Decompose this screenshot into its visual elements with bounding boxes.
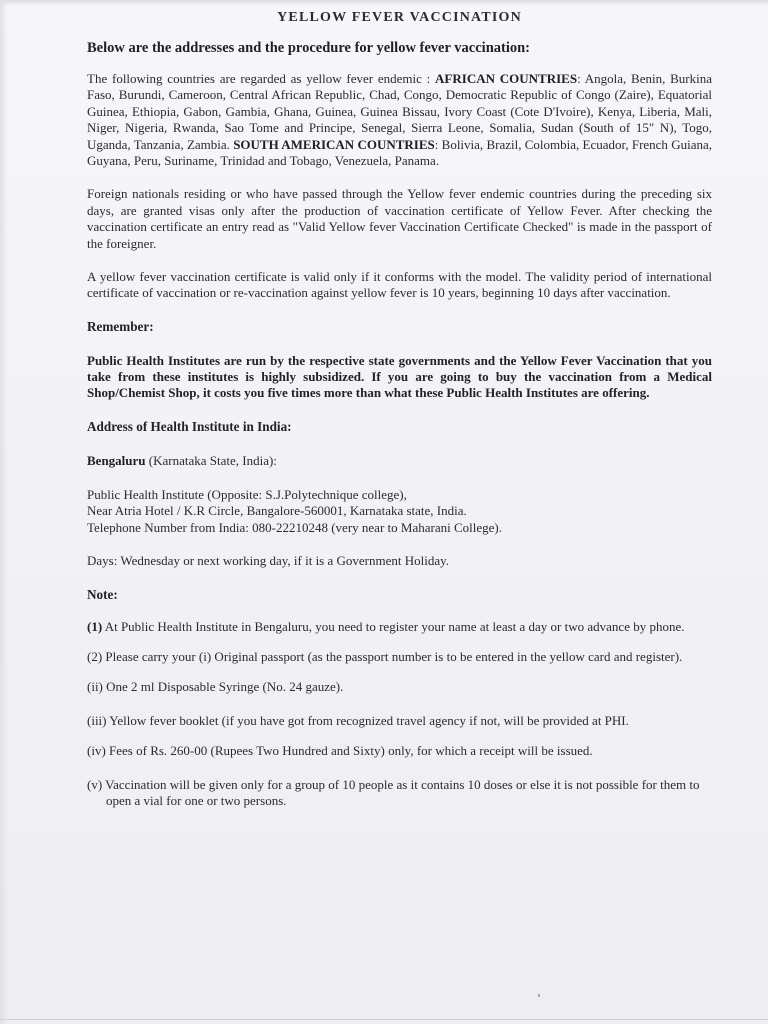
note-item [87, 619, 712, 635]
institute-address [87, 487, 712, 536]
african-countries-list: : Angola, Benin, Burkina Faso, Burundi, Cameroon, Central African Republic, Chad, Congo, Democratic Republic of Congo (Zaire), Equatorial Guinea, Ethiopia, Gabon, Gambia, Ghana, Guinea, Guinea Bissau, Ivory Coast (Cote D'Ivoire), Kenya, Liberia, Mali, Niger, Nigeria, Rwanda, Sao Tome and Principe, Senegal, Sierra Leone, Somalia, Sudan (South of 15" N), Togo, Uganda, Tanzania, Zambia. [87, 71, 712, 152]
address-line: Near Atria Hotel / K.R Circle, Bangalore-560001, Karnataka state, India. [87, 503, 467, 519]
remember-paragraph: Public Health Institutes are run by the respective state governments and the Yellow Fever Vaccination that you take from these institutes is highly subsidized. If you are going to buy the vaccination from a Medical Shop/Chemist Shop, it costs you five times more than what these Public Health Institutes are offering. [87, 352, 712, 401]
remember-heading: Remember: [87, 318, 154, 334]
note-marker: (v) [87, 776, 103, 792]
note-text: Fees of Rs. 260-00 (Rupees Two Hundred and Sixty) only, for which a receipt will be issued. [105, 743, 593, 759]
african-countries-label: AFRICAN COUNTRIES [435, 71, 578, 86]
note-item [87, 743, 712, 759]
address-line: Public Health Institute (Opposite: S.J.Polytechnique college), [87, 486, 407, 502]
endemic-countries-paragraph [87, 71, 712, 169]
page-left-shadow [0, 0, 8, 1024]
note-item [87, 713, 712, 729]
certificate-validity-paragraph: A yellow fever vaccination certificate is valid only if it conforms with the model. The validity period of international certificate of vaccination or re-vaccination against yellow fever is 10 years, beginning 10 days after vaccination. [87, 269, 712, 301]
note-text: Yellow fever booklet (if you have got from recognized travel agency if not, will be provided at PHI. [106, 712, 629, 728]
note-text: At Public Health Institute in Bengaluru, you need to register your name at least a day or two advance by phone. [102, 618, 685, 634]
south-american-countries-list: : Bolivia, Brazil, Colombia, Ecuador, French Guiana, Guyana, Peru, Suriname, Trinidad and Tobago, Venezuela, Panama. [87, 136, 712, 169]
document-body [87, 10, 712, 823]
city-line [87, 453, 712, 469]
note-text: Vaccination will be given only for a group of 10 people as it contains 10 doses or else it is not possible for them to open a vial for one or two persons. [102, 776, 700, 808]
note-marker: (2) [87, 648, 103, 664]
page-bottom-edge [0, 1019, 768, 1020]
note-item [87, 679, 712, 695]
note-marker: (1) [87, 618, 103, 634]
note-marker: (iv) [87, 743, 106, 759]
address-heading: Address of Health Institute in India: [87, 419, 292, 435]
endemic-intro: The following countries are regarded as yellow fever endemic : [87, 71, 436, 86]
page-top-shadow [0, 0, 768, 6]
note-heading: Note: [87, 586, 118, 602]
note-text: One 2 ml Disposable Syringe (No. 24 gauze). [102, 679, 344, 695]
note-text: Please carry your (i) Original passport (as the passport number is to be entered in the yellow card and register). [102, 648, 683, 664]
city-state: (Karnataka State, India): [145, 453, 277, 469]
city-name: Bengaluru [87, 453, 146, 469]
scan-speck [538, 994, 540, 997]
page-title: YELLOW FEVER VACCINATION [277, 10, 522, 25]
note-item [87, 777, 712, 810]
south-american-countries-label: SOUTH AMERICAN COUNTRIES [233, 136, 435, 152]
days-line: Days: Wednesday or next working day, if it is a Government Holiday. [87, 553, 450, 569]
visa-requirement-paragraph: Foreign nationals residing or who have passed through the Yellow fever endemic countries during the preceding six days, are granted visas only after the production of vaccination certificate of Yellow Fever. After checking the vaccination certificate an entry read as "Valid Yellow fever Vaccination Certificate Checked" is made in the passport of the foreigner. [87, 186, 712, 251]
lead-heading: Below are the addresses and the procedure for yellow fever vaccination: [87, 40, 531, 56]
note-marker: (iii) [87, 712, 107, 728]
address-line: Telephone Number from India: 080-22210248 (very near to Maharani College). [87, 519, 502, 535]
note-marker: (ii) [87, 679, 103, 695]
note-item [87, 649, 712, 665]
